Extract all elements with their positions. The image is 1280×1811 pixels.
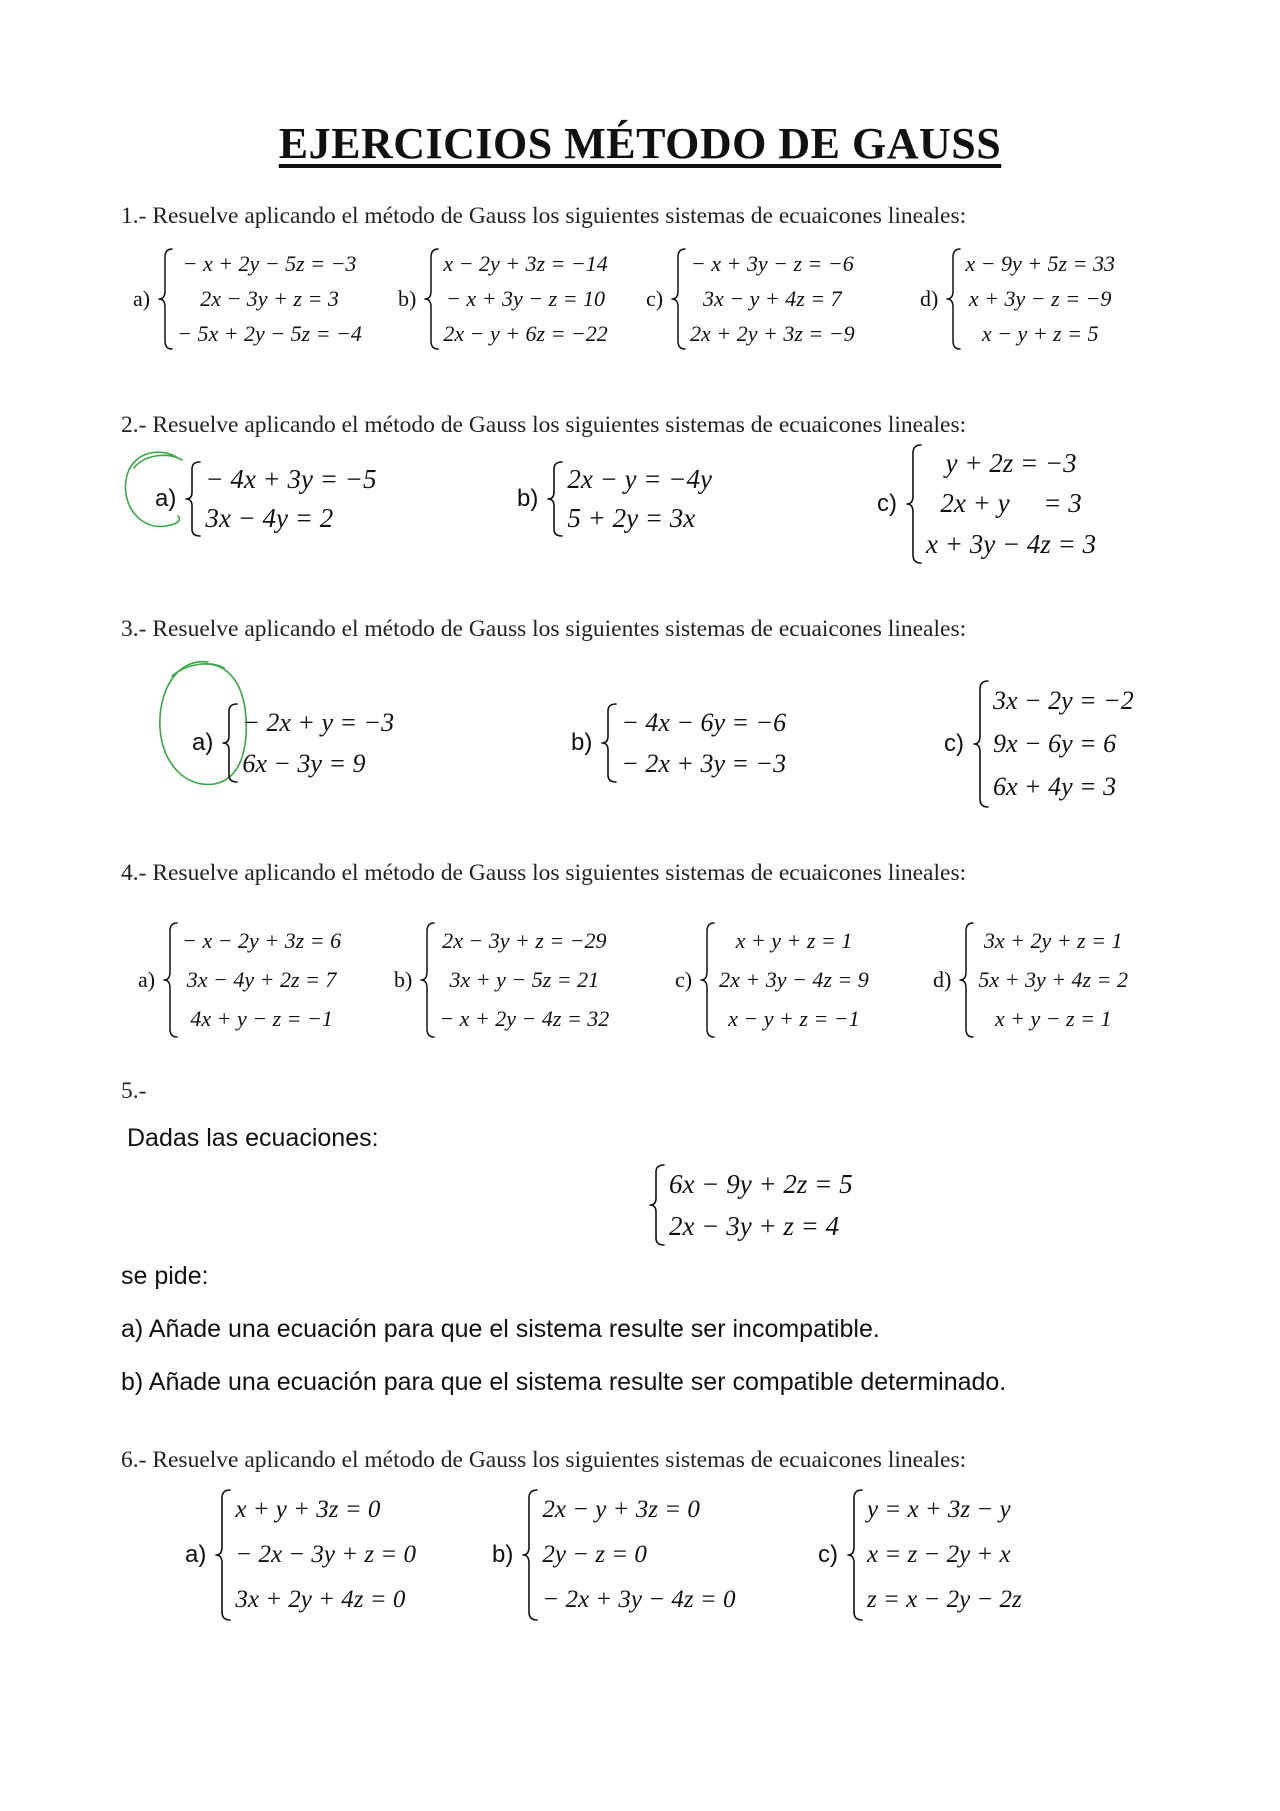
left-brace-icon — [163, 921, 179, 1039]
left-brace-icon — [972, 679, 990, 809]
exercise-4-system-d — [933, 921, 1128, 1039]
system-label: a) — [133, 286, 151, 311]
exercise-3-system-c — [944, 679, 1134, 809]
equation: − 4x − 6y = −6 — [621, 707, 787, 737]
equation-list — [242, 702, 394, 784]
system-label: b) — [398, 286, 417, 311]
left-brace-icon — [648, 1163, 666, 1247]
equation: 3x + 2y + 4z = 0 — [235, 1585, 406, 1613]
equation: 6x − 9y + 2z = 5 — [669, 1168, 853, 1199]
left-brace-icon — [420, 921, 436, 1039]
equation-list — [669, 1163, 853, 1247]
exercise-2-system-c — [877, 443, 1096, 565]
equation-list — [235, 1488, 416, 1622]
equation: 3x − 4y = 2 — [205, 503, 334, 533]
equation-list — [177, 247, 362, 351]
exercise-6-system-a — [185, 1488, 416, 1622]
equation-list — [690, 247, 854, 351]
system-label: b) — [571, 729, 593, 756]
equation: 3x − 4y + 2z = 7 — [186, 966, 337, 992]
equation: 5x + 3y + 4z = 2 — [978, 966, 1128, 992]
system-label: c) — [818, 1541, 838, 1568]
equation-list — [205, 460, 376, 538]
equation: 2x − 3y + z = 4 — [669, 1210, 840, 1241]
exercise-2-system-b — [517, 460, 712, 538]
equation: − 2x + 3y − 4z = 0 — [542, 1585, 736, 1613]
equation-list — [567, 460, 712, 538]
equation: − 2x − 3y + z = 0 — [235, 1540, 416, 1568]
equation: − 5x + 2y − 5z = −4 — [177, 320, 362, 346]
system-label: a) — [185, 1541, 207, 1568]
system-label: a) — [138, 967, 156, 992]
left-brace-icon — [846, 1488, 864, 1622]
system-label: c) — [675, 967, 693, 992]
equation: − x + 3y − z = −6 — [690, 251, 854, 277]
equation: − 2x + 3y = −3 — [621, 748, 787, 778]
equation: y + 2z = −3 — [945, 447, 1077, 478]
equation: x − y + z = 5 — [981, 320, 1099, 346]
exercise-5-part-a: a) Añade una ecuación para que el sistema resulte ser incompatible. — [121, 1315, 880, 1343]
equation: − x + 2y − 5z = −3 — [182, 251, 357, 277]
equation-list — [965, 247, 1115, 351]
equation: 9x − 6y = 6 — [993, 728, 1117, 758]
equation: x + y − z = 1 — [994, 1006, 1112, 1032]
equation: 2x + 3y − 4z = 9 — [719, 966, 869, 992]
exercise-3-system-b — [571, 702, 786, 784]
equation-list — [621, 702, 786, 784]
equation: 2x − y + 6z = −22 — [443, 320, 608, 346]
system-label: d) — [920, 286, 939, 311]
exercise-4-system-c — [675, 921, 869, 1039]
exercise-5-number: 5.- — [121, 1078, 147, 1104]
left-brace-icon — [600, 702, 618, 784]
left-brace-icon — [671, 247, 687, 351]
equation: x + 3y − z = −9 — [968, 285, 1112, 311]
system-label: d) — [933, 967, 952, 992]
exercise-2-statement: 2.- Resuelve aplicando el método de Gauss los siguientes sistemas de ecuaicones lineales: — [121, 412, 967, 438]
left-brace-icon — [700, 921, 716, 1039]
exercise-1-system-b — [398, 247, 608, 351]
equation-list — [978, 921, 1128, 1039]
equation-list — [867, 1488, 1022, 1622]
exercise-3-system-a — [192, 702, 394, 784]
exercise-5-intro: Dadas las ecuaciones: — [127, 1124, 379, 1152]
left-brace-icon — [905, 443, 923, 565]
exercise-1-system-d — [920, 247, 1115, 351]
system-label: c) — [877, 490, 897, 517]
equation: − 2x + y = −3 — [242, 707, 395, 737]
system-label: c) — [944, 730, 964, 757]
left-brace-icon — [546, 460, 564, 538]
exercise-2-system-a — [155, 460, 376, 538]
equation: 3x − y + 4z = 7 — [703, 285, 842, 311]
equation: x − 2y + 3z = −14 — [443, 251, 608, 277]
left-brace-icon — [184, 460, 202, 538]
equation-list — [719, 921, 869, 1039]
equation: 6x − 3y = 9 — [242, 748, 366, 778]
system-label: a) — [192, 729, 214, 756]
equation-list — [542, 1488, 735, 1622]
equation: z = x − 2y − 2z — [867, 1585, 1022, 1613]
equation: x − 9y + 5z = 33 — [965, 251, 1115, 277]
equation: − x + 3y − z = 10 — [446, 285, 606, 311]
equation-list — [439, 921, 609, 1039]
left-brace-icon — [424, 247, 440, 351]
equation: − x + 2y − 4z = 32 — [439, 1006, 610, 1032]
system-label: c) — [646, 286, 664, 311]
page-title: EJERCICIOS MÉTODO DE GAUSS — [278, 119, 1002, 168]
equation: 4x + y − z = −1 — [190, 1006, 333, 1032]
equation: − 4x + 3y = −5 — [205, 464, 377, 494]
equation: 3x + y − 5z = 21 — [449, 966, 600, 992]
equation: 2x + 2y + 3z = −9 — [690, 320, 855, 346]
equation-list — [182, 921, 341, 1039]
exercise-5-ask: se pide: — [121, 1262, 209, 1290]
equation-list — [926, 443, 1096, 565]
left-brace-icon — [946, 247, 962, 351]
equation: 2x − y + 3z = 0 — [542, 1496, 700, 1524]
exercise-4-system-a — [138, 921, 341, 1039]
system-label: b) — [492, 1541, 514, 1568]
equation: 5 + 2y = 3x — [567, 503, 696, 533]
system-label: b) — [517, 485, 539, 512]
equation: 2y − z = 0 — [542, 1540, 647, 1568]
equation: x + y + z = 1 — [735, 927, 853, 953]
equation: 6x + 4y = 3 — [993, 772, 1117, 802]
equation: − x − 2y + 3z = 6 — [182, 927, 342, 953]
exercise-6-system-b — [492, 1488, 736, 1622]
left-brace-icon — [158, 247, 174, 351]
equation: 2x − 3y + z = 3 — [200, 285, 339, 311]
exercise-5-system — [648, 1163, 853, 1247]
system-label: a) — [155, 485, 177, 512]
equation: x + 3y − 4z = 3 — [926, 529, 1097, 560]
left-brace-icon — [521, 1488, 539, 1622]
equation: x − y + z = −1 — [728, 1006, 860, 1032]
equation: 2x − 3y + z = −29 — [442, 927, 607, 953]
equation-list — [993, 679, 1134, 809]
exercise-1-system-a — [133, 247, 362, 351]
equation: x = z − 2y + x — [867, 1540, 1011, 1568]
exercise-4-statement: 4.- Resuelve aplicando el método de Gauss los siguientes sistemas de ecuaicones lineales: — [121, 860, 967, 886]
exercise-6-statement: 6.- Resuelve aplicando el método de Gauss los siguientes sistemas de ecuaicones lineales: — [121, 1447, 967, 1473]
equation: 3x − 2y = −2 — [993, 685, 1134, 715]
equation: 2x + y = 3 — [940, 488, 1082, 519]
equation: 2x − y = −4y — [567, 464, 712, 494]
exercise-3-statement: 3.- Resuelve aplicando el método de Gauss los siguientes sistemas de ecuaicones lineales: — [121, 616, 967, 642]
left-brace-icon — [221, 702, 239, 784]
equation: 3x + 2y + z = 1 — [983, 927, 1123, 953]
exercise-1-system-c — [646, 247, 855, 351]
equation-list — [443, 247, 607, 351]
exercise-6-system-c — [818, 1488, 1022, 1622]
system-label: b) — [394, 967, 413, 992]
equation: x + y + 3z = 0 — [235, 1496, 381, 1524]
exercise-1-statement: 1.- Resuelve aplicando el método de Gauss los siguientes sistemas de ecuaicones lineales: — [121, 203, 967, 229]
exercise-4-system-b — [394, 921, 609, 1039]
left-brace-icon — [959, 921, 975, 1039]
equation: y = x + 3z − y — [867, 1496, 1011, 1524]
exercise-5-part-b: b) Añade una ecuación para que el sistema resulte ser compatible determinado. — [121, 1368, 1007, 1396]
left-brace-icon — [214, 1488, 232, 1622]
